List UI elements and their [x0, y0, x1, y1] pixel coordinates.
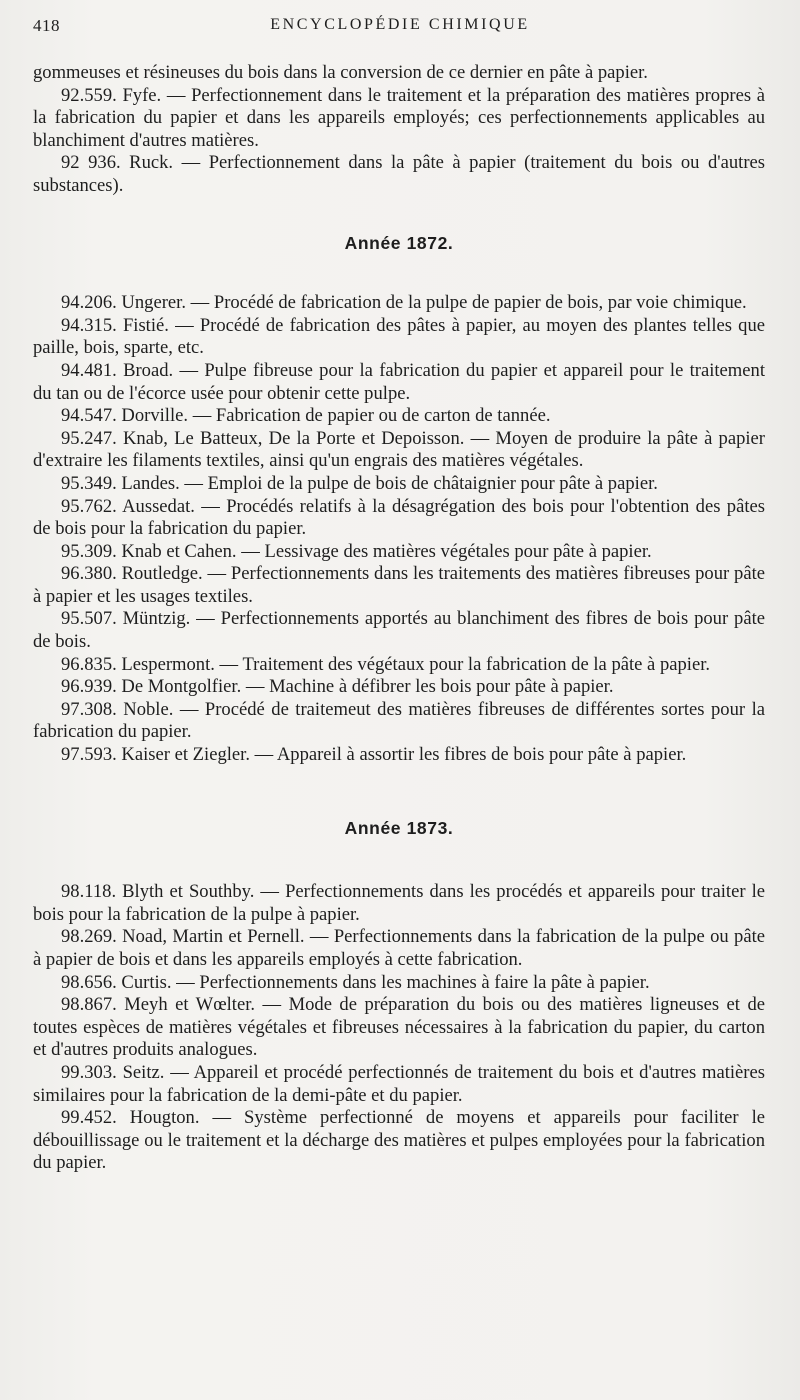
patent-entry: 95.247. Knab, Le Batteux, De la Porte et Depoisson. — Moyen de produire la pâte à papier d'extraire les filaments textiles, ainsi qu'un engrais des matières végétales.: [33, 427, 765, 472]
patent-entry: 97.593. Kaiser et Ziegler. — Appareil à assortir les fibres de bois pour pâte à papier.: [61, 744, 687, 766]
patent-entry: 95.349. Landes. — Emploi de la pulpe de bois de châtaignier pour pâte à papier.: [61, 472, 658, 494]
patent-entry: 94.547. Dorville. — Fabrication de papier ou de carton de tannée.: [61, 405, 551, 427]
patent-entry: 95.762. Aussedat. — Procédés relatifs à la désagrégation des bois pour l'obtention des pâtes de bois pour la fabrication du papier.: [33, 495, 765, 540]
patent-entry: 98.118. Blyth et Southby. — Perfectionnements dans les procédés et appareils pour traiter le bois pour la fabrication de la pulpe à papier.: [33, 881, 765, 925]
patent-entry: 98.656. Curtis. — Perfectionnements dans les machines à faire la pâte à papier.: [61, 971, 650, 993]
patent-entry: 95.309. Knab et Cahen. — Lessivage des matières végétales pour pâte à papier.: [61, 540, 652, 562]
patent-entry: 94.315. Fistié. — Procédé de fabrication des pâtes à papier, au moyen des plantes telles que paille, bois, sparte, etc.: [33, 314, 765, 359]
patent-entry: 99.452. Hougton. — Système perfectionné de moyens et appareils pour faciliter le débouillissage ou le traitement et la décharge des matières et pulpes employées pour la fabrication du papier.: [33, 1107, 765, 1174]
page-number: 418: [33, 16, 60, 35]
patent-entry: 95.507. Müntzig. — Perfectionnements apportés au blanchiment des fibres de bois pour pâte de bois.: [33, 608, 765, 653]
section-heading-1873: Année 1873.: [344, 817, 454, 838]
patent-entry: 92 936. Ruck. — Perfectionnement dans la pâte à papier (traitement du bois ou d'autres substances).: [33, 152, 765, 196]
patent-entry: 96.380. Routledge. — Perfectionnements dans les traitements des matières fibreuses pour pâte à papier et les usages textiles.: [33, 563, 765, 607]
section-heading-1872: Année 1872.: [344, 232, 454, 253]
continuation-paragraph: gommeuses et résineuses du bois dans la conversion de ce dernier en pâte à papier.: [33, 62, 648, 83]
patent-entry: 96.835. Lespermont. — Traitement des végétaux pour la fabrication de la pâte à papier.: [61, 653, 711, 675]
body-text: [33, 62, 765, 1175]
patent-entry: 99.303. Seitz. — Appareil et procédé perfectionnés de traitement du bois et d'autres matières similaires pour la fabrication de la demi-pâte et du papier.: [33, 1061, 765, 1106]
patent-entry: 94.206. Ungerer. — Procédé de fabrication de la pulpe de papier de bois, par voie chimique.: [61, 292, 747, 314]
patent-entry: 92.559. Fyfe. — Perfectionnement dans le traitement et la préparation des matières propres à la fabrication du papier et dans les appareils employés; ces perfectionnements applicables au blanchiment d'autres matières.: [33, 84, 765, 151]
page-header: [33, 16, 767, 42]
patent-entry: 96.939. De Montgolfier. — Machine à défibrer les bois pour pâte à papier.: [61, 676, 614, 698]
running-title: ENCYCLOPÉDIE CHIMIQUE: [270, 16, 530, 33]
patent-entry: 98.867. Meyh et Wœlter. — Mode de préparation du bois ou des matières ligneuses et de toutes espèces de matières végétales et fibreuses nécessaires à la fabrication du papier, du carton et d'autres produits analogues.: [33, 994, 765, 1061]
patent-entry: 98.269. Noad, Martin et Pernell. — Perfectionnements dans la fabrication de la pulpe ou pâte à papier de bois et dans les appareils employés à cette fabrication.: [33, 926, 765, 970]
patent-entry: 94.481. Broad. — Pulpe fibreuse pour la fabrication du papier et appareil pour le traitement du tan ou de l'écorce usée pour obtenir cette pulpe.: [33, 359, 765, 404]
patent-entry: 97.308. Noble. — Procédé de traitemeut des matières fibreuses de différentes sortes pour la fabrication du papier.: [33, 698, 765, 743]
